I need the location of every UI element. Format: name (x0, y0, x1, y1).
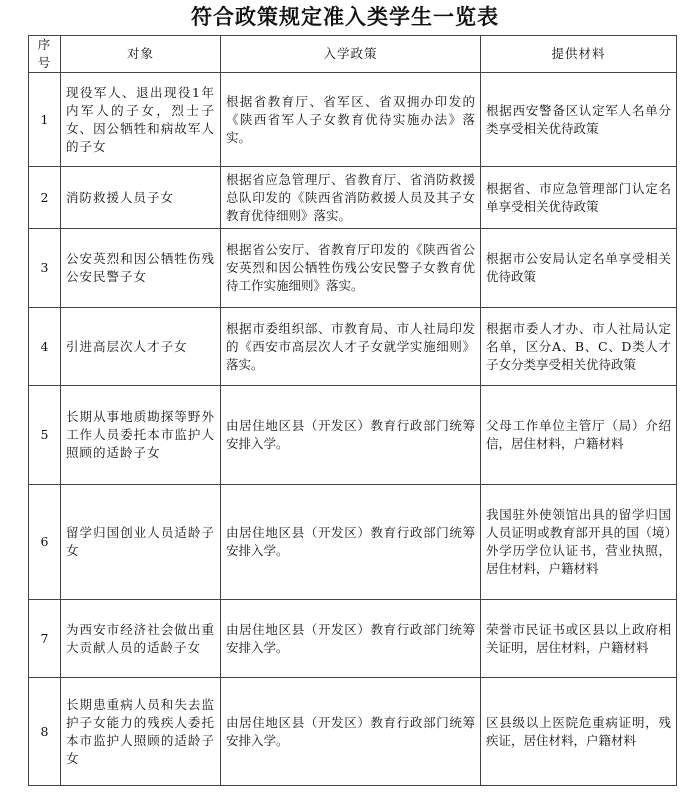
row-policy: 由居住地区县（开发区）教育行政部门统筹安排入学。 (221, 600, 481, 678)
table-row (29, 600, 677, 678)
row-number: 7 (29, 600, 61, 678)
table-row (29, 386, 677, 485)
header-policy: 入学政策 (221, 36, 481, 73)
row-policy: 根据省公安厅、省教育厅印发的《陕西省公安英烈和因公牺牲伤残公安民警子女教育优待工作实施细则》落实。 (221, 229, 481, 308)
table-row (29, 73, 677, 167)
row-target: 消防救援人员子女 (61, 167, 221, 229)
table-row (29, 678, 677, 786)
table-row (29, 167, 677, 229)
row-number: 1 (29, 73, 61, 167)
table-row (29, 485, 677, 600)
row-material: 我国驻外使领馆出具的留学归国人员证明或教育部开具的国（境）外学历学位认证书，营业执照，居住材料，户籍材料 (481, 485, 677, 600)
row-target: 为西安市经济社会做出重大贡献人员的适龄子女 (61, 600, 221, 678)
row-policy: 由居住地区县（开发区）教育行政部门统筹安排入学。 (221, 678, 481, 786)
row-number: 3 (29, 229, 61, 308)
row-target: 公安英烈和因公牺牲伤残公安民警子女 (61, 229, 221, 308)
row-number: 6 (29, 485, 61, 600)
row-material: 父母工作单位主管厅（局）介绍信，居住材料，户籍材料 (481, 386, 677, 485)
row-material: 根据西安警备区认定军人名单分类享受相关优待政策 (481, 73, 677, 167)
row-target: 留学归国创业人员适龄子女 (61, 485, 221, 600)
row-policy: 由居住地区县（开发区）教育行政部门统筹安排入学。 (221, 485, 481, 600)
row-target: 引进高层次人才子女 (61, 308, 221, 386)
row-material: 根据省、市应急管理部门认定名单享受相关优待政策 (481, 167, 677, 229)
row-material: 根据市公安局认定名单享受相关优待政策 (481, 229, 677, 308)
table-row (29, 229, 677, 308)
table-header-row (29, 36, 677, 73)
table-row (29, 308, 677, 386)
row-number: 8 (29, 678, 61, 786)
row-material: 根据市委人才办、市人社局认定名单，区分A、B、C、D类人才子女分类享受相关优待政策 (481, 308, 677, 386)
header-material: 提供材料 (481, 36, 677, 73)
page-title: 符合政策规定准入类学生一览表 (191, 5, 499, 29)
row-target: 长期患重病人员和失去监护子女能力的残疾人委托本市监护人照顾的适龄子女 (61, 678, 221, 786)
header-target: 对象 (61, 36, 221, 73)
row-policy: 根据省教育厅、省军区、省双拥办印发的《陕西省军人子女教育优待实施办法》落实。 (221, 73, 481, 167)
row-material: 荣誉市民证书或区县以上政府相关证明，居住材料，户籍材料 (481, 600, 677, 678)
row-number: 5 (29, 386, 61, 485)
row-policy: 由居住地区县（开发区）教育行政部门统筹安排入学。 (221, 386, 481, 485)
row-target: 长期从事地质勘探等野外工作人员委托本市监护人照顾的适龄子女 (61, 386, 221, 485)
row-number: 4 (29, 308, 61, 386)
header-no: 序号 (29, 36, 61, 73)
row-number: 2 (29, 167, 61, 229)
row-policy: 根据省应急管理厅、省教育厅、省消防救援总队印发的《陕西省消防救援人员及其子女教育优待细则》落实。 (221, 167, 481, 229)
row-target: 现役军人、退出现役1年内军人的子女，烈士子女、因公牺牲和病故军人的子女 (61, 73, 221, 167)
row-policy: 根据市委组织部、市教育局、市人社局印发的《西安市高层次人才子女就学实施细则》落实。 (221, 308, 481, 386)
eligibility-table (28, 35, 677, 786)
row-material: 区县级以上医院危重病证明，残疾证，居住材料，户籍材料 (481, 678, 677, 786)
